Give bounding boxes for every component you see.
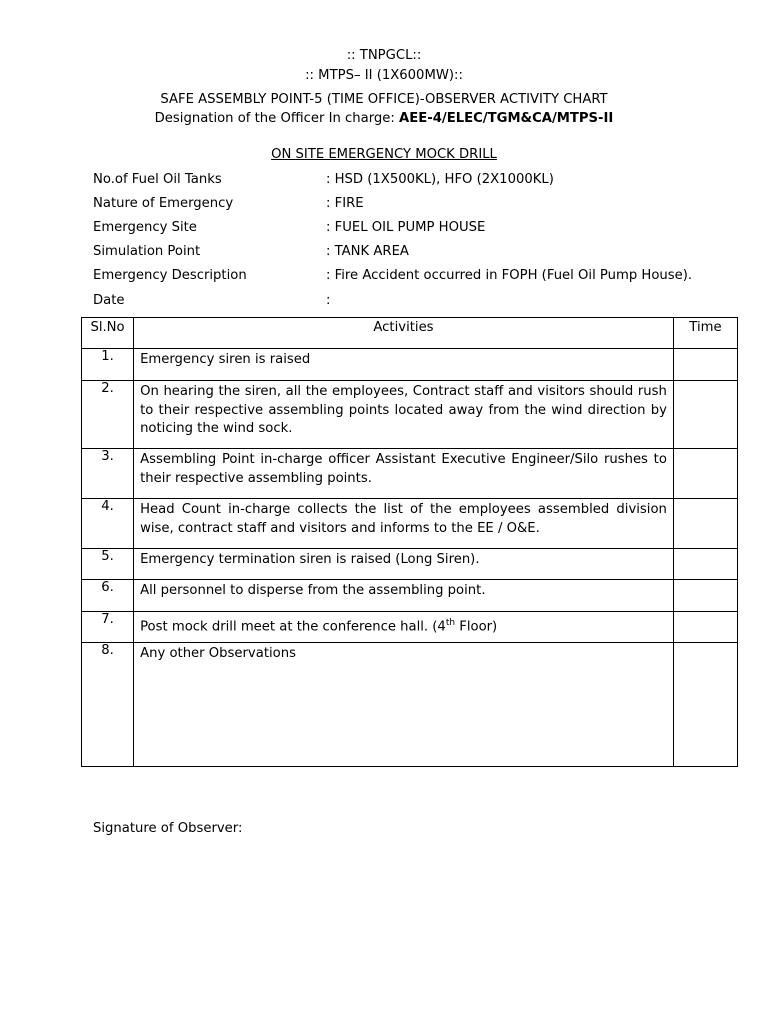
row-activity [134, 612, 674, 643]
table-row [82, 549, 738, 580]
designation-value: AEE-4/ELEC/TGM&CA/MTPS-II [399, 111, 614, 126]
field-label-simulation: Simulation Point [93, 244, 201, 259]
field-label-site: Emergency Site [93, 220, 197, 235]
row-activity: On hearing the siren, all the employees, Contract staff and visitors should rush to their respective assembling points located away from the wind direction by noticing the wind sock. [134, 381, 674, 449]
row-time-cell[interactable] [673, 612, 737, 643]
field-value-site: : FUEL OIL PUMP HOUSE [326, 220, 486, 235]
designation-line [0, 111, 768, 126]
superscript-th: th [445, 618, 456, 628]
station-name: :: MTPS– II (1X600MW):: [305, 68, 463, 83]
table-row [82, 580, 738, 612]
org-name: :: TNPGCL:: [346, 48, 422, 63]
row-time-cell[interactable] [673, 499, 737, 549]
designation-label: Designation of the Officer In charge: [154, 111, 400, 126]
field-label-date: Date [93, 293, 125, 308]
row-time-cell[interactable] [673, 349, 737, 381]
row-activity: Emergency siren is raised [134, 349, 674, 381]
table-row [82, 381, 738, 449]
field-label-description: Emergency Description [93, 268, 247, 283]
row-sl-no: 3. [82, 449, 134, 499]
drill-title: ON SITE EMERGENCY MOCK DRILL [271, 147, 497, 162]
activity-text-pre: Post mock drill meet at the conference hall. (4 [140, 619, 446, 635]
row-time-cell[interactable] [673, 449, 737, 499]
row-activity: Emergency termination siren is raised (Long Siren). [134, 549, 674, 580]
field-label-nature: Nature of Emergency [93, 196, 234, 211]
header-activities: Activities [134, 318, 674, 349]
field-label-fuel-tanks: No.of Fuel Oil Tanks [93, 172, 222, 187]
row-time-cell[interactable] [673, 549, 737, 580]
table-row [82, 449, 738, 499]
table-row [82, 349, 738, 381]
row-time-cell[interactable] [673, 381, 737, 449]
row-activity: All personnel to disperse from the assembling point. [134, 580, 674, 612]
chart-title: SAFE ASSEMBLY POINT-5 (TIME OFFICE)-OBSERVER ACTIVITY CHART [160, 92, 608, 107]
row-sl-no: 6. [82, 580, 134, 612]
activity-table [81, 317, 738, 767]
row-sl-no: 7. [82, 612, 134, 643]
row-sl-no: 2. [82, 381, 134, 449]
table-row [82, 612, 738, 643]
field-value-description: : Fire Accident occurred in FOPH (Fuel Oil Pump House). [326, 268, 693, 283]
row-activity: Head Count in-charge collects the list of the employees assembled division wise, contract staff and visitors and informs to the EE / O&E. [134, 499, 674, 549]
row-sl-no: 1. [82, 349, 134, 381]
header-sl-no: Sl.No [82, 318, 134, 349]
header-time: Time [673, 318, 737, 349]
table-header-row [82, 318, 738, 349]
field-value-nature: : FIRE [326, 196, 364, 211]
table-row [82, 643, 738, 767]
row-activity: Assembling Point in-charge officer Assistant Executive Engineer/Silo rushes to their respective assembling points. [134, 449, 674, 499]
row-sl-no: 8. [82, 643, 134, 767]
row-activity: Any other Observations [134, 643, 674, 767]
row-time-cell[interactable] [673, 643, 737, 767]
row-sl-no: 5. [82, 549, 134, 580]
activity-text-post: Floor) [455, 619, 498, 635]
field-value-fuel-tanks: : HSD (1X500KL), HFO (2X1000KL) [326, 172, 554, 187]
field-value-simulation: : TANK AREA [326, 244, 409, 259]
row-sl-no: 4. [82, 499, 134, 549]
field-value-date: : [326, 293, 331, 308]
signature-label: Signature of Observer: [93, 821, 243, 836]
table-row [82, 499, 738, 549]
row-time-cell[interactable] [673, 580, 737, 612]
